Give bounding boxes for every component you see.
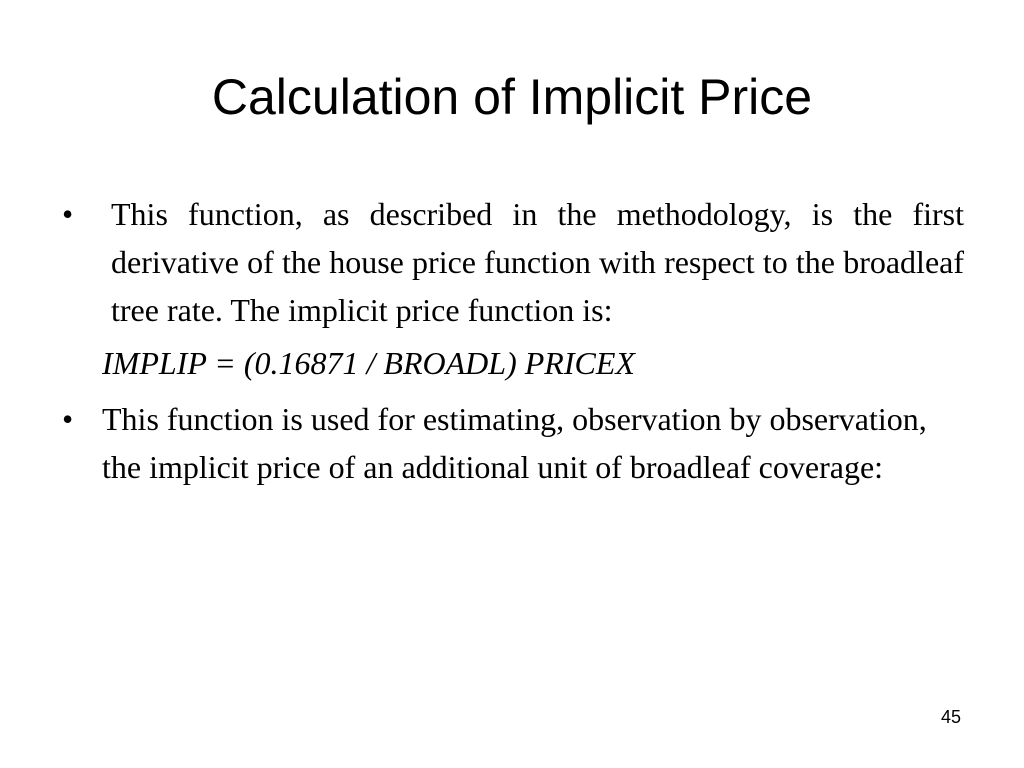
slide-number: 45 <box>940 707 961 727</box>
bullet-item <box>62 190 964 334</box>
implicit-price-formula: IMPLIP = (0.16871 / BROADL) PRICEX <box>102 345 635 381</box>
slide-body <box>62 190 964 491</box>
bullet-text: This function, as described in the methodology, is the first derivative of the house price function with respect to the broadleaf tree rate. The implicit price function is: <box>111 196 964 328</box>
bullet-item <box>62 395 964 491</box>
bullet-marker: • <box>62 401 74 437</box>
slide-title: Calculation of Implicit Price <box>211 69 813 125</box>
bullet-marker: • <box>62 196 74 232</box>
bullet-text: This function is used for estimating, observation by observation, the implicit price of an additional unit of broadleaf coverage: <box>102 401 927 485</box>
